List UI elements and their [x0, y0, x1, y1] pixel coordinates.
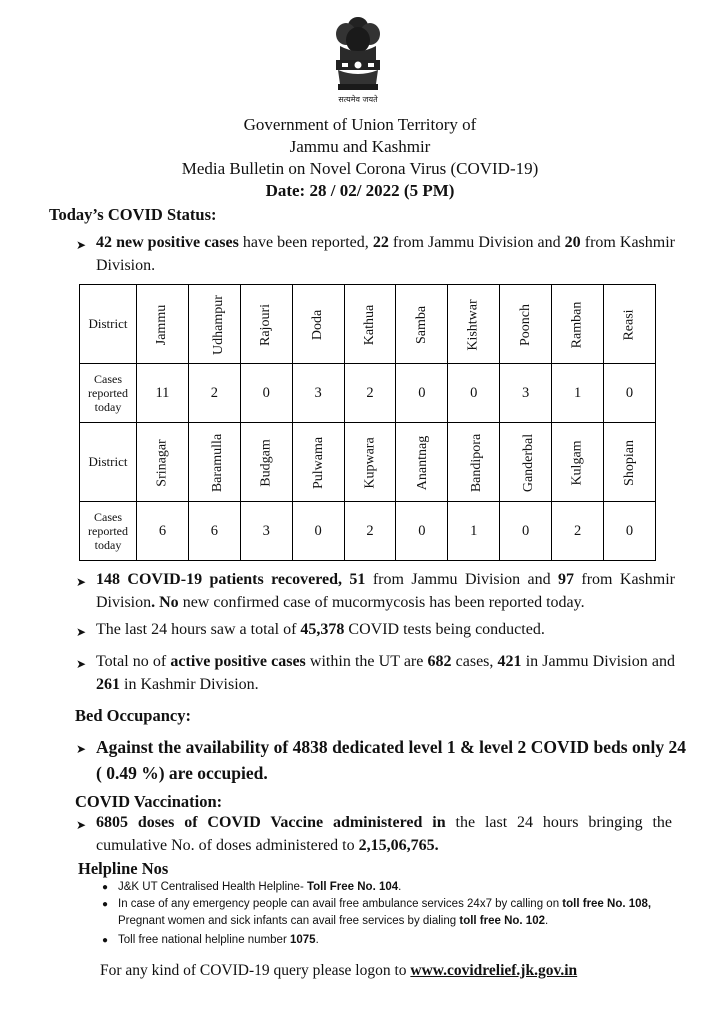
table-row [80, 364, 656, 423]
district-cell: Ramban [552, 285, 604, 364]
cases-label: Cases reported today [80, 364, 137, 423]
helpline-heading: Helpline Nos [78, 859, 169, 878]
district-cell: Bandipora [448, 423, 500, 502]
recovered-paragraph: 148 COVID-19 patients recovered, 51 from Jammu Division and 97 from Kashmir Division. No new confirmed case of mucormycosis has been reported today. [96, 571, 676, 611]
district-cell: Reasi [604, 285, 656, 364]
district-cell: Doda [292, 285, 344, 364]
cases-cell: 0 [604, 502, 656, 561]
header-line-2: Jammu and Kashmir [289, 137, 431, 156]
bullet-dot-icon: ● [102, 882, 109, 893]
cases-cell: 3 [292, 364, 344, 423]
covid-relief-link[interactable]: www.covidrelief.jk.gov.in [410, 962, 578, 979]
cases-cell: 2 [188, 364, 240, 423]
district-cell: Jammu [137, 285, 189, 364]
district-cell: Anantnag [396, 423, 448, 502]
cases-cell: 0 [396, 502, 448, 561]
district-cell: Ganderbal [500, 423, 552, 502]
cases-cell: 0 [240, 364, 292, 423]
cases-label: Cases reported today [80, 502, 137, 561]
bed-occupancy-heading: Bed Occupancy: [75, 706, 191, 725]
cases-cell: 0 [448, 364, 500, 423]
district-cell: Udhampur [188, 285, 240, 364]
helpline-item: Toll free national helpline number 1075. [118, 934, 319, 946]
district-cell: Samba [396, 285, 448, 364]
header-line-1: Government of Union Territory of [243, 115, 477, 134]
district-cell: Budgam [240, 423, 292, 502]
national-emblem-icon [318, 12, 398, 108]
cases-cell: 0 [292, 502, 344, 561]
district-cell: Poonch [500, 285, 552, 364]
tests-paragraph: The last 24 hours saw a total of 45,378 COVID tests being conducted. [96, 621, 545, 638]
district-label: District [80, 285, 137, 364]
bullet-arrow-icon: ➤ [76, 818, 87, 832]
district-cell: Rajouri [240, 285, 292, 364]
vaccination-paragraph: 6805 doses of COVID Vaccine administered in the last 24 hours bringing the cumulative No. of doses administered to 2,15,06,765. [96, 814, 673, 854]
bullet-arrow-icon: ➤ [76, 657, 87, 671]
district-cell: Baramulla [188, 423, 240, 502]
table-row [80, 285, 656, 364]
cases-cell: 2 [344, 502, 396, 561]
district-cell: Kathua [344, 285, 396, 364]
header-line-3: Media Bulletin on Novel Corona Virus (COVID-19) [181, 159, 539, 178]
bed-occupancy-paragraph: Against the availability of 4838 dedicated level 1 & level 2 COVID beds only 24 ( 0.49 %) are occupied. [96, 737, 686, 783]
district-label: District [80, 423, 137, 502]
cases-cell: 0 [604, 364, 656, 423]
active-cases-paragraph: Total no of active positive cases within the UT are 682 cases, 421 in Jammu Division and 261 in Kashmir Division. [96, 653, 675, 693]
cases-cell: 1 [448, 502, 500, 561]
bulletin-date: Date: 28 / 02/ 2022 (5 PM) [265, 181, 455, 200]
bullet-arrow-icon: ➤ [76, 575, 87, 589]
cases-cell: 6 [137, 502, 189, 561]
emblem-motto: सत्यमेव जयते [338, 95, 378, 104]
table-row [80, 502, 656, 561]
bullet-dot-icon: ● [102, 935, 109, 946]
bullet-arrow-icon: ➤ [76, 625, 87, 639]
district-cell: Shopian [604, 423, 656, 502]
new-cases-paragraph: 42 new positive cases have been reported, 22 from Jammu Division and 20 from Kashmir Division. [96, 234, 675, 274]
cases-cell: 11 [137, 364, 189, 423]
cases-cell: 0 [500, 502, 552, 561]
cases-cell: 0 [396, 364, 448, 423]
cases-cell: 2 [552, 502, 604, 561]
bullet-arrow-icon: ➤ [76, 238, 87, 252]
cases-cell: 2 [344, 364, 396, 423]
district-cell: Kulgam [552, 423, 604, 502]
cases-cell: 3 [500, 364, 552, 423]
cases-cell: 1 [552, 364, 604, 423]
district-cases-table [79, 284, 656, 561]
cases-cell: 3 [240, 502, 292, 561]
bullet-arrow-icon: ➤ [76, 742, 87, 756]
cases-cell: 6 [188, 502, 240, 561]
helpline-item: J&K UT Centralised Health Helpline- Toll Free No. 104. [118, 881, 402, 893]
district-cell: Srinagar [137, 423, 189, 502]
vaccination-heading: COVID Vaccination: [75, 792, 223, 811]
district-cell: Pulwama [292, 423, 344, 502]
status-heading: Today’s COVID Status: [49, 205, 217, 224]
helpline-item: In case of any emergency people can avail free ambulance services 24x7 by calling on toll free No. 108, Pregnant women and sick infants can avail free services by dialing toll free No. 102. [118, 898, 652, 927]
table-row [80, 423, 656, 502]
footer-text: For any kind of COVID-19 query please logon to www.covidrelief.jk.gov.in [100, 962, 578, 979]
district-cell: Kupwara [344, 423, 396, 502]
bullet-dot-icon: ● [102, 899, 109, 910]
district-cell: Kishtwar [448, 285, 500, 364]
